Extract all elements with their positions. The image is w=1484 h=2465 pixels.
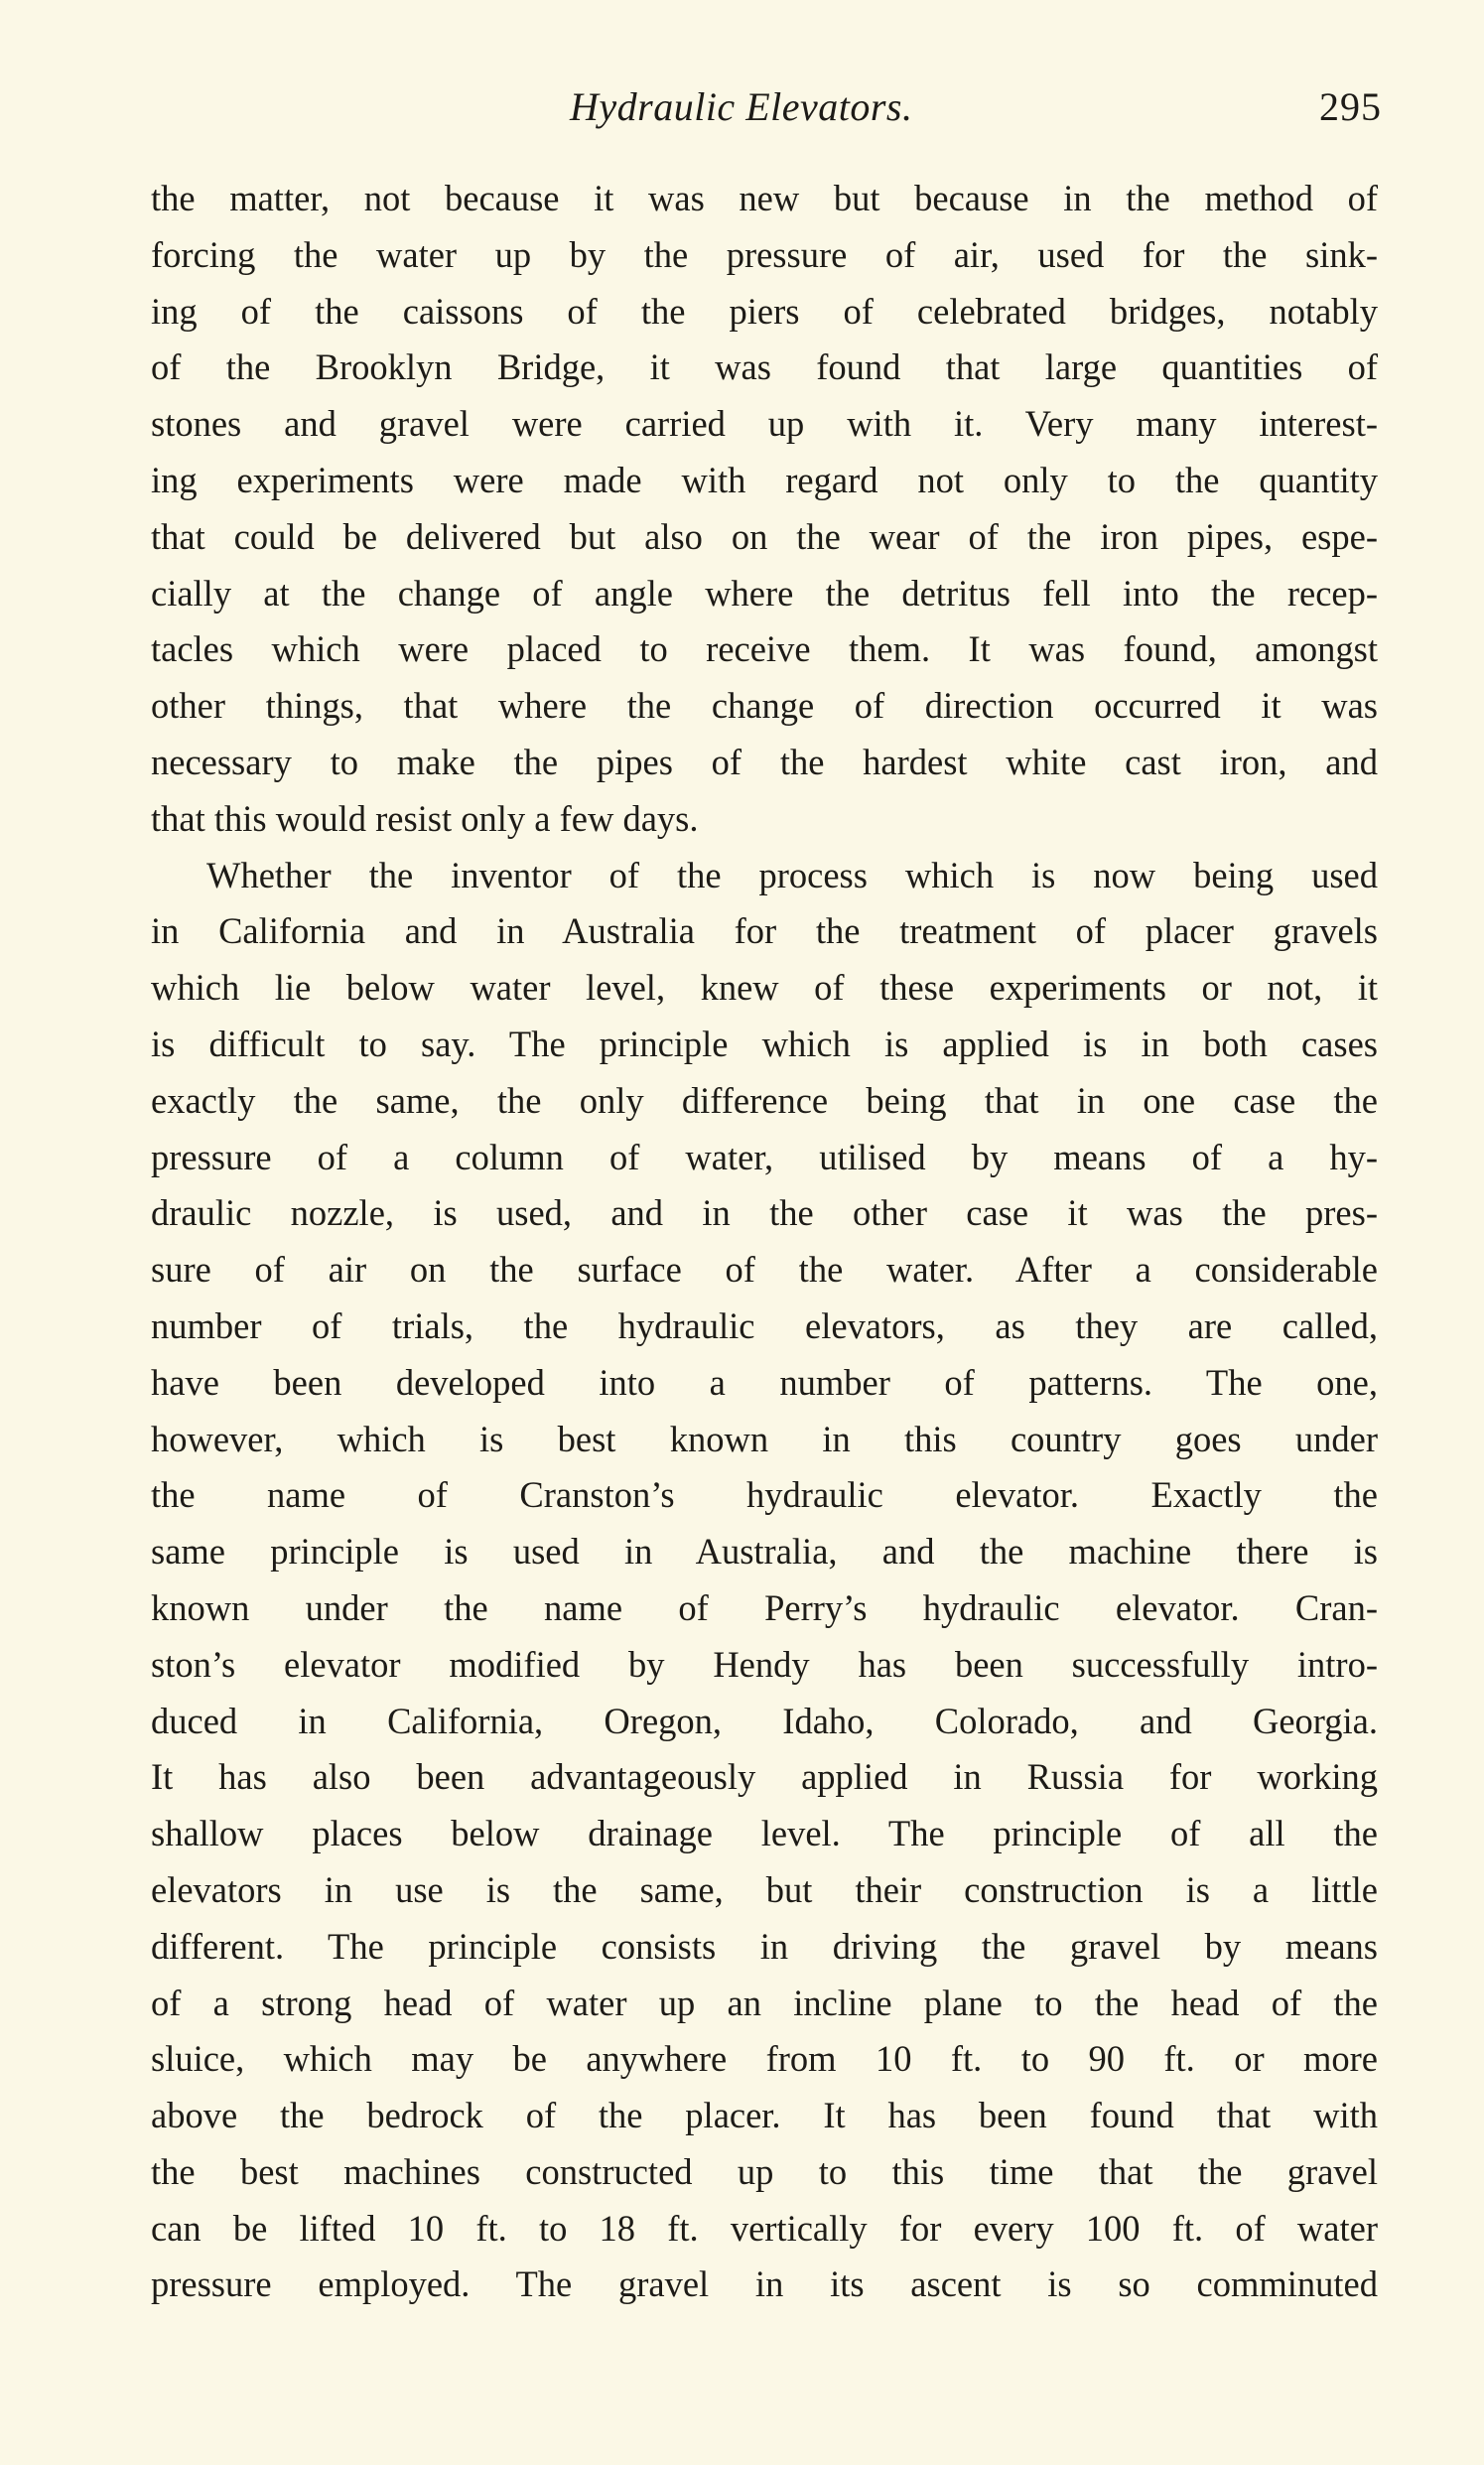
text-line: of the Brooklyn Bridge, it was found that large quantities of xyxy=(151,346,1378,388)
text-line: the name of Cranston’s hydraulic elevator. Exactly the xyxy=(151,1474,1378,1516)
text-line: necessary to make the pipes of the hardest white cast iron, and xyxy=(151,741,1378,782)
text-line: pressure employed. The gravel in its ascent is so comminuted xyxy=(151,2263,1378,2305)
text-line: exactly the same, the only difference being that in one case the xyxy=(151,1079,1378,1121)
text-line: tacles which were placed to receive them. It was found, amongst xyxy=(151,628,1378,670)
text-line: elevators in use is the same, but their construction is a little xyxy=(151,1868,1378,1910)
page-number: 295 xyxy=(1319,84,1382,129)
text-line: different. The principle consists in driving the gravel by means xyxy=(151,1925,1378,1967)
text-line: pressure of a column of water, utilised by means of a hy- xyxy=(151,1136,1378,1177)
text-line: ing of the caissons of the piers of celebrated bridges, notably xyxy=(151,290,1378,332)
text-line: can be lifted 10 ft. to 18 ft. vertically for every 100 ft. of water xyxy=(151,2207,1378,2249)
text-line: shallow places below drainage level. The principle of all the xyxy=(151,1813,1378,1854)
text-line: forcing the water up by the pressure of air, used for the sink- xyxy=(151,233,1378,275)
text-line: the best machines constructed up to this time that the gravel xyxy=(151,2150,1378,2192)
text-line: the matter, not because it was new but because in the method of xyxy=(151,178,1378,218)
text-line: in California and in Australia for the treatment of placer gravels xyxy=(151,910,1378,952)
text-line: of a strong head of water up an incline plane to the head of the xyxy=(151,1982,1378,2023)
text-line: above the bedrock of the placer. It has been found that with xyxy=(151,2095,1378,2136)
paragraph-2 xyxy=(151,848,1378,2314)
text-line: number of trials, the hydraulic elevators, as they are called, xyxy=(151,1304,1378,1346)
text-line: is difficult to say. The principle which is applied is in both cases xyxy=(151,1023,1378,1064)
paragraph-1 xyxy=(151,171,1378,848)
text-line: which lie below water level, knew of these experiments or not, it xyxy=(151,967,1378,1009)
text-line: cially at the change of angle where the detritus fell into the recep- xyxy=(151,572,1378,614)
running-title: Hydraulic Elevators. xyxy=(570,84,913,129)
text-line: sure of air on the surface of the water. After a considerable xyxy=(151,1249,1378,1291)
text-line: known under the name of Perry’s hydraulic elevator. Cran- xyxy=(151,1586,1378,1628)
running-head xyxy=(149,77,1382,137)
text-line: Whether the inventor of the process which is now being used xyxy=(206,854,1378,895)
body-text xyxy=(151,171,1378,2313)
text-line: draulic nozzle, is used, and in the other case it was the pres- xyxy=(151,1192,1378,1234)
text-line: other things, that where the change of direction occurred it was xyxy=(151,685,1378,727)
text-line: ston’s elevator modified by Hendy has been successfully intro- xyxy=(151,1643,1378,1685)
text-line: however, which is best known in this country goes under xyxy=(151,1418,1378,1459)
text-line: sluice, which may be anywhere from 10 ft. to 90 ft. or more xyxy=(151,2038,1378,2080)
text-line: duced in California, Oregon, Idaho, Colorado, and Georgia. xyxy=(151,1700,1378,1741)
text-line: that could be delivered but also on the wear of the iron pipes, espe- xyxy=(151,515,1378,557)
text-line: have been developed into a number of patterns. The one, xyxy=(151,1361,1378,1403)
text-line: ing experiments were made with regard not only to the quantity xyxy=(151,459,1378,500)
text-line: stones and gravel were carried up with it. Very many interest- xyxy=(151,403,1378,445)
text-line: same principle is used in Australia, and the machine there is xyxy=(151,1531,1378,1573)
text-line: It has also been advantageously applied in Russia for working xyxy=(151,1756,1378,1798)
text-line: that this would resist only a few days. xyxy=(151,797,699,839)
